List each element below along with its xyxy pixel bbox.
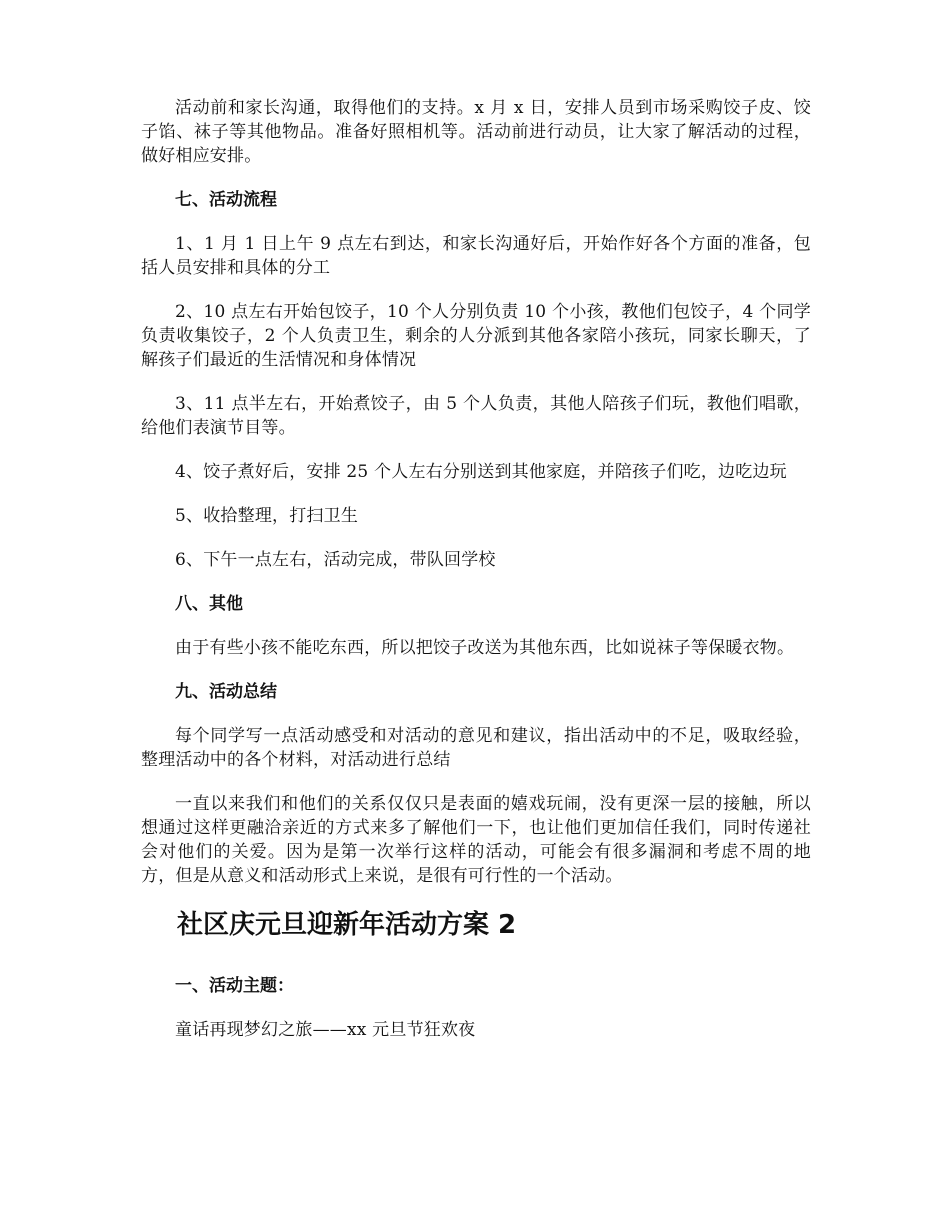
- preparation-paragraph: 活动前和家长沟通，取得他们的支持。x 月 x 日，安排人员到市场采购饺子皮、饺子馅、袜子等其他物品。准备好照相机等。活动前进行动员，让大家了解活动的过程，做好相应安排。: [141, 98, 811, 166]
- document-page: [141, 96, 811, 1062]
- flow-step-4: 4、饺子煮好后，安排 25 个人左右分别送到其他家庭，并陪孩子们吃，边吃边玩: [175, 462, 787, 482]
- section-heading-summary: 九、活动总结: [175, 682, 277, 702]
- section-heading-activity-flow: 七、活动流程: [175, 190, 277, 210]
- summary-paragraph-2: 一直以来我们和他们的关系仅仅只是表面的嬉戏玩闹，没有更深一层的接触，所以想通过这样更融洽亲近的方式来多了解他们一下，也让他们更加信任我们，同时传递社会对他们的关爱。因为是第一次举行这样的活动，可能会有很多漏洞和考虑不周的地方，但是从意义和活动形式上来说，是很有可行性的一个活动。: [141, 794, 811, 886]
- flow-step-2: 2、10 点左右开始包饺子，10 个人分别负责 10 个小孩，教他们包饺子，4 个同学负责收集饺子，2 个人负责卫生，剩余的人分派到其他各家陪小孩玩，同家长聊天，了解孩子们最近的生活情况和身体情况: [141, 302, 811, 370]
- flow-step-6: 6、下午一点左右，活动完成，带队回学校: [175, 550, 496, 570]
- theme-paragraph: 童话再现梦幻之旅——xx 元旦节狂欢夜: [175, 1020, 476, 1040]
- document-title: 社区庆元旦迎新年活动方案 2: [177, 910, 517, 940]
- other-paragraph: 由于有些小孩不能吃东西，所以把饺子改送为其他东西，比如说袜子等保暖衣物。: [175, 638, 795, 658]
- summary-paragraph-1: 每个同学写一点活动感受和对活动的意见和建议，指出活动中的不足，吸取经验，整理活动中的各个材料，对活动进行总结: [141, 726, 811, 770]
- flow-step-3: 3、11 点半左右，开始煮饺子，由 5 个人负责，其他人陪孩子们玩，教他们唱歌，给他们表演节目等。: [141, 394, 811, 438]
- flow-step-5: 5、收拾整理，打扫卫生: [175, 506, 359, 526]
- section-heading-other: 八、其他: [175, 594, 243, 614]
- section-heading-theme: 一、活动主题：: [175, 976, 294, 996]
- flow-step-1: 1、1 月 1 日上午 9 点左右到达，和家长沟通好后，开始作好各个方面的准备，包括人员安排和具体的分工: [141, 234, 811, 278]
